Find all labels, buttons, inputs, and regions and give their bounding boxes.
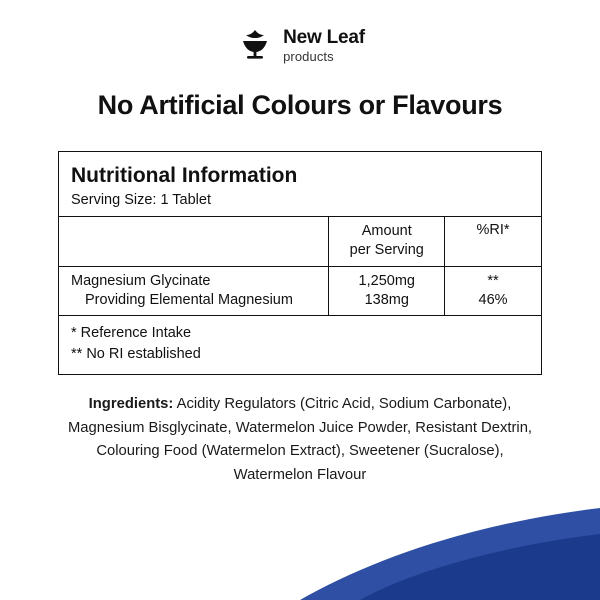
brand-wordmark (283, 28, 365, 63)
brand-subtitle: products (283, 48, 334, 64)
footnotes (59, 315, 541, 373)
ingredients-text: Acidity Regulators (Citric Acid, Sodium Carbonate), Magnesium Bisglycinate, Watermelon Juice Powder, Resistant Dextrin, Colouring Food (Watermelon Extract), Sweetener (Sucralose), Watermelon Flavour (67, 395, 533, 484)
ingredients-block (58, 393, 542, 489)
header-ri: %RI* (445, 217, 541, 267)
row-name-cell (59, 266, 329, 315)
row-ri-cell (445, 266, 541, 315)
footnote-reference-intake: * Reference Intake (71, 325, 192, 342)
row-name: Magnesium Glycinate (71, 272, 211, 289)
panel-title: Nutritional Information (71, 164, 298, 187)
header-amount-line2: per Serving (349, 241, 424, 258)
brand-name: New Leaf (283, 26, 365, 48)
page-title: No Artificial Colours or Flavours (97, 90, 503, 120)
row-amount-cell (329, 266, 445, 315)
row-ri-line1: ** (487, 272, 499, 289)
ingredients-label: Ingredients: (88, 395, 174, 412)
serving-size: Serving Size: 1 Tablet (71, 192, 211, 208)
table-header-row (59, 217, 541, 267)
row-amount-line2: 138mg (364, 291, 409, 308)
header-amount-line1: Amount (361, 223, 412, 239)
header-amount (329, 217, 445, 267)
footnote-no-ri: ** No RI established (71, 345, 201, 362)
brand-logo (0, 0, 600, 68)
nutrition-table (59, 216, 541, 315)
row-amount-line1: 1,250mg (358, 272, 415, 289)
table-row (59, 266, 541, 315)
leaf-fountain-icon (235, 25, 275, 65)
wave-decoration (0, 490, 600, 600)
header-blank (59, 217, 329, 267)
row-ri-line2: 46% (478, 291, 508, 308)
row-sub-name: Providing Elemental Magnesium (85, 291, 293, 308)
nutrition-panel (58, 151, 542, 375)
